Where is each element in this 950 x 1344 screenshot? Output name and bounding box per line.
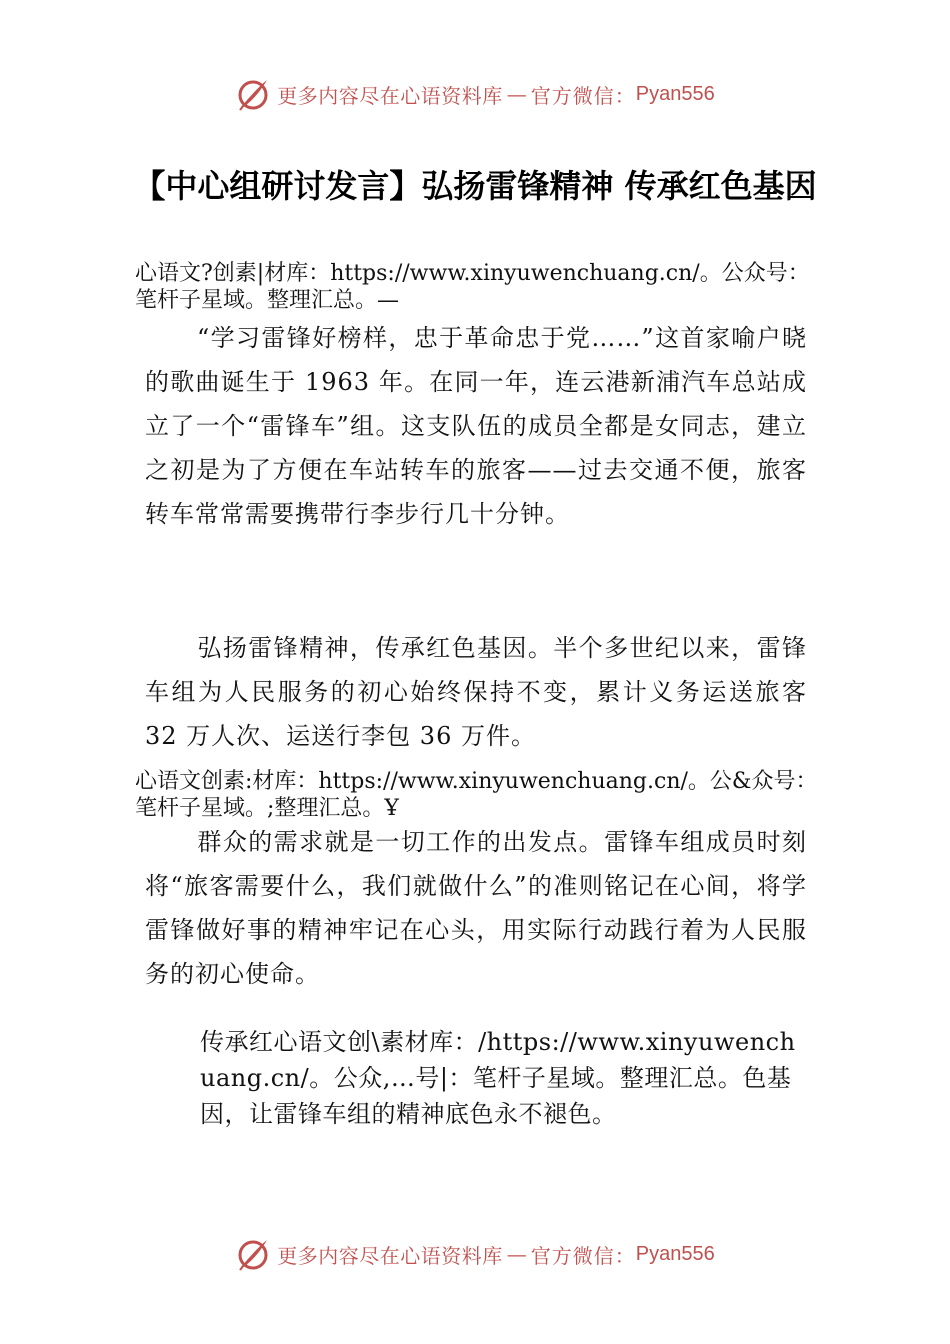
paragraph-2 (145, 626, 807, 758)
footer-banner (0, 1234, 950, 1274)
paragraph-1 (145, 316, 807, 536)
banner-text: 更多内容尽在心语资料库 (277, 1243, 503, 1268)
page-title: 【中心组研讨发言】弘扬雷锋精神 传承红色基因 (133, 167, 817, 205)
banner-separator: — (506, 1242, 527, 1266)
banner-wechat-label: 官方微信： (530, 1243, 636, 1268)
paragraph-1-text: “学习雷锋好榜样，忠于革命忠于党……”这首家喻户晓的歌曲诞生于 1963 年。在同一年，连云港新浦汽车总站成立了一个“雷锋车”组。这支队伍的成员全都是女同志，建立之初是为了方便在车站转车的旅客——过去交通不便，旅客转车常常需要携带行李步行几十分钟。 (145, 324, 807, 528)
header-banner (0, 74, 950, 114)
paragraph-3-text: 群众的需求就是一切工作的出发点。雷锋车组成员时刻将“旅客需要什么，我们就做什么”的准则铭记在心间，将学雷锋做好事的精神牢记在心头，用实际行动践行着为人民服务的初心使命。 (145, 828, 807, 988)
source-note-1: 心语文?创素|材库：https://www.xinyuwenchuang.cn/。公众号：笔杆子星域。整理汇总。— (135, 261, 810, 313)
banner-separator: — (506, 82, 527, 106)
paragraph-2-text: 弘扬雷锋精神，传承红色基因。半个多世纪以来，雷锋车组为人民服务的初心始终保持不变，累计义务运送旅客 32 万人次、运送行李包 36 万件。 (145, 634, 807, 750)
feather-pen-logo-icon (235, 1236, 271, 1272)
paragraph-3 (145, 820, 807, 996)
banner-wechat-label: 官方微信： (530, 83, 636, 108)
source-note-2: 心语文创素:材库：https://www.xinyuwenchuang.cn/。公&众号：笔杆子星域。;整理汇总。Ұ (135, 769, 818, 821)
banner-text: 更多内容尽在心语资料库 (277, 83, 503, 108)
banner-wechat-id: Pyan556 (635, 1242, 715, 1265)
feather-pen-logo-icon (235, 76, 271, 112)
paragraph-4: 传承红心语文创\素材库：/https://www.xinyuwenchuang.cn/。公众,…号|：笔杆子星域。整理汇总。色基因，让雷锋车组的精神底色永不褪色。 (200, 1028, 796, 1128)
banner-wechat-id: Pyan556 (635, 82, 715, 105)
